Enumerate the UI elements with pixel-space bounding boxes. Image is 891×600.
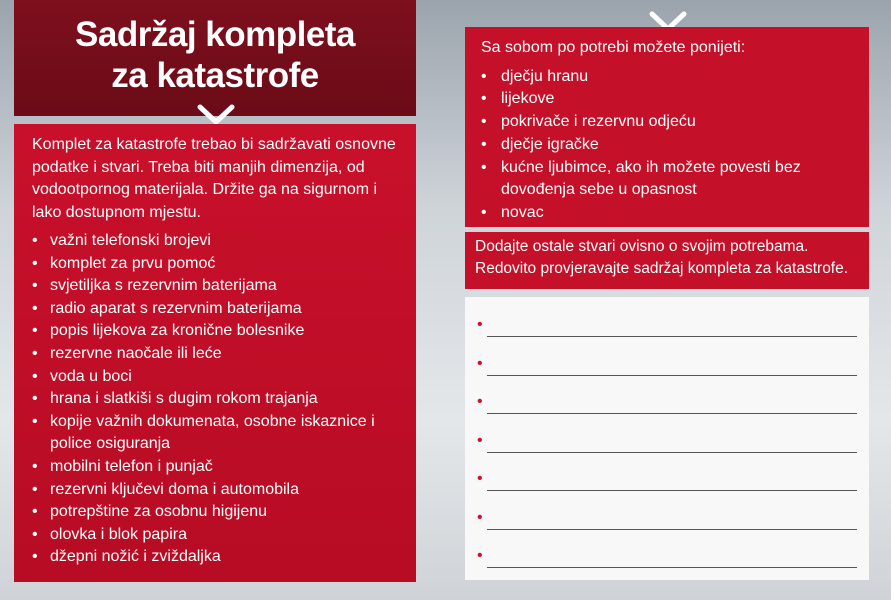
- bullet-dot: •: [477, 470, 483, 487]
- blank-line: [477, 544, 857, 568]
- list-item: • svjetiljka s rezervnim baterijama: [32, 275, 406, 298]
- bullet-dot: •: [477, 547, 483, 564]
- reminder-text: Dodajte ostale stvari ovisno o svojim potrebama. Redovito provjeravajte sadržaj kompleta za katastrofe.: [475, 238, 849, 277]
- blank-line: [477, 506, 857, 530]
- list-item: • voda u boci: [32, 366, 406, 389]
- list-item: • rezervne naočale ili leće: [32, 343, 406, 366]
- bullet-dot: •: [477, 354, 483, 372]
- title-line-2: za katastrofe: [111, 56, 319, 95]
- blank-line: [477, 390, 857, 414]
- bullet-dot: •: [477, 316, 483, 333]
- title-banner: [14, 0, 416, 116]
- bullet-dot: •: [477, 431, 483, 449]
- optional-items-heading: Sa sobom po potrebi možete ponijeti:: [481, 39, 746, 56]
- blank-line: [477, 352, 857, 376]
- list-item: • hrana i slatkiši s dugim rokom trajanja: [32, 388, 406, 411]
- blank-line: [477, 429, 857, 453]
- intro-text: Komplet za katastrofe trebao bi sadržavati osnovne podatke i stvari. Treba biti manjih dimenzija, od vodootpornog materijala. Držite ga na sigurnom i lako dostupnom mjestu.: [32, 136, 396, 221]
- underline: [487, 490, 857, 491]
- list-item: • olovka i blok papira: [32, 524, 406, 547]
- list-item: • dječje igračke: [481, 134, 857, 157]
- list-item: • radio aparat s rezervnim baterijama: [32, 298, 406, 321]
- underline: [487, 452, 857, 453]
- reminder-panel: [465, 232, 869, 289]
- list-item: • popis lijekova za kronične bolesnike: [32, 320, 406, 343]
- kit-items-list: [32, 230, 406, 569]
- list-item: • lijekove: [481, 88, 857, 111]
- optional-items-list: [481, 66, 857, 226]
- blank-line: [477, 313, 857, 337]
- underline: [487, 375, 857, 376]
- list-item: • kućne ljubimce, ako ih možete povesti bez dovođenja sebe u opasnost: [481, 157, 857, 203]
- bullet-dot: •: [477, 393, 483, 410]
- title-line-1: Sadržaj kompleta: [75, 15, 355, 54]
- list-item: • mobilni telefon i punjač: [32, 456, 406, 479]
- kit-contents-panel: [14, 124, 416, 582]
- underline: [487, 413, 857, 414]
- list-item: • rezervni ključevi doma i automobila: [32, 479, 406, 502]
- underline: [487, 336, 857, 337]
- list-item: • džepni nožić i zviždaljka: [32, 546, 406, 569]
- list-item: • dječju hranu: [481, 66, 857, 89]
- list-item: • potrepštine za osobnu higijenu: [32, 501, 406, 524]
- optional-items-panel: [465, 27, 869, 227]
- list-item: • novac: [481, 202, 857, 225]
- bullet-dot: •: [477, 508, 483, 526]
- list-item: • važni telefonski brojevi: [32, 230, 406, 253]
- list-item: • pokrivače i rezervnu odjeću: [481, 111, 857, 134]
- underline: [487, 567, 857, 568]
- custom-items-area: [465, 297, 869, 580]
- blank-line: [477, 467, 857, 491]
- chevron-down-icon: [196, 104, 236, 126]
- list-item: • komplet za prvu pomoć: [32, 253, 406, 276]
- list-item: • kopije važnih dokumenata, osobne iskaznice i police osiguranja: [32, 411, 406, 456]
- underline: [487, 529, 857, 530]
- page-title: [14, 0, 416, 96]
